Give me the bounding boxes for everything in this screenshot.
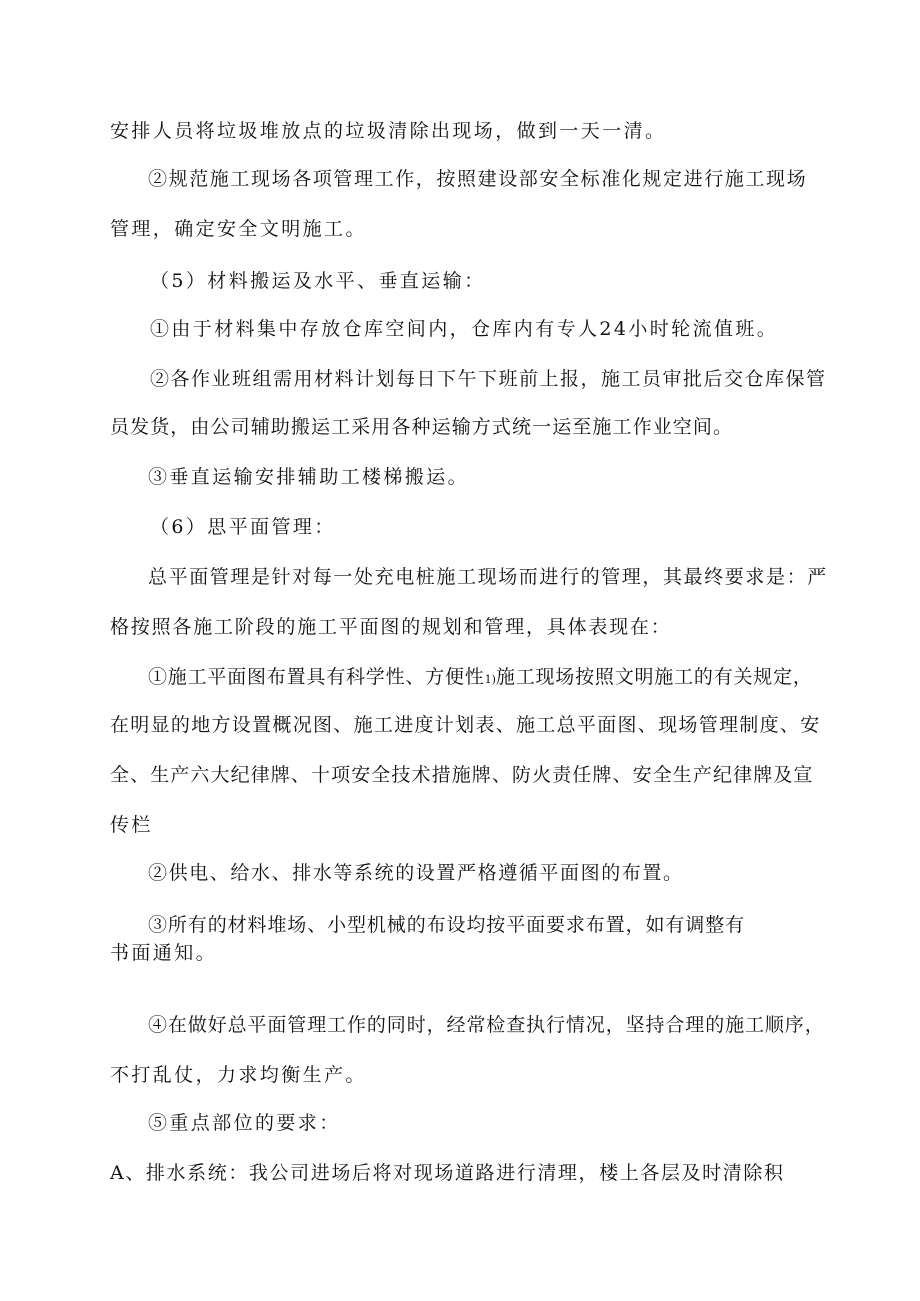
text-segment: 施工现场按照文明施工的有关规定，	[495, 666, 813, 688]
text-line: 格按照各施工阶段的施工平面图的规划和管理，具体表现在：	[110, 616, 672, 638]
text-line: ⑤重点部位的要求：	[148, 1112, 341, 1134]
text-line: 在明显的地方设置概况图、施工进度计划表、施工总平面图、现场管理制度、安	[110, 714, 821, 736]
text-line: 书面通知。	[110, 942, 218, 964]
text-line: ②各作业班组需用材料计划每日下午下班前上报，施工员审批后交仓库保管	[150, 368, 827, 390]
text-line: 管理，确定安全文明施工。	[110, 218, 367, 240]
text-line: 全、生产六大纪律牌、十项安全技术措施牌、防火责任牌、安全生产纪律牌及宣	[110, 764, 814, 786]
text-line: ①由于材料集中存放仓库空间内，仓库内有专人24小时轮流值班。	[150, 318, 779, 340]
text-line: 传栏	[110, 814, 153, 836]
text-line: 安排人员将垃圾堆放点的垃圾清除出现场，做到一天一清。	[110, 120, 667, 142]
section-heading: （6）思平面管理：	[150, 516, 336, 538]
text-line: ②规范施工现场各项管理工作，按照建设部安全标准化规定进行施工现场	[148, 168, 808, 190]
text-line: ②供电、给水、排水等系统的设置严格遵循平面图的布置。	[148, 862, 684, 884]
text-line: 总平面管理是针对每一处充电桩施工现场而进行的管理，其最终要求是：严	[148, 566, 828, 588]
text-line: ③垂直运输安排辅助工楼梯搬运。	[148, 466, 470, 488]
text-line: A、排水系统：我公司进场后将对现场道路进行清理，楼上各层及时清除积	[110, 1162, 785, 1184]
text-line: ③所有的材料堆场、小型机械的布设均按平面要求布置，如有调整有	[148, 914, 746, 936]
text-line	[0, 664, 920, 693]
text-segment: ①施工平面图布置具有科学性、方便性	[148, 666, 485, 688]
text-line: ④在做好总平面管理工作的同时，经常检查执行情况，坚持合理的施工顺序，	[148, 1014, 825, 1036]
section-heading: （5）材料搬运及水平、垂直运输：	[150, 270, 486, 292]
inline-mark: 1)	[484, 673, 496, 686]
text-line: 不打乱仗，力求均衡生产。	[110, 1064, 367, 1086]
text-line: 员发货，由公司辅助搬运工采用各种运输方式统一运至施工作业空间。	[110, 416, 734, 438]
